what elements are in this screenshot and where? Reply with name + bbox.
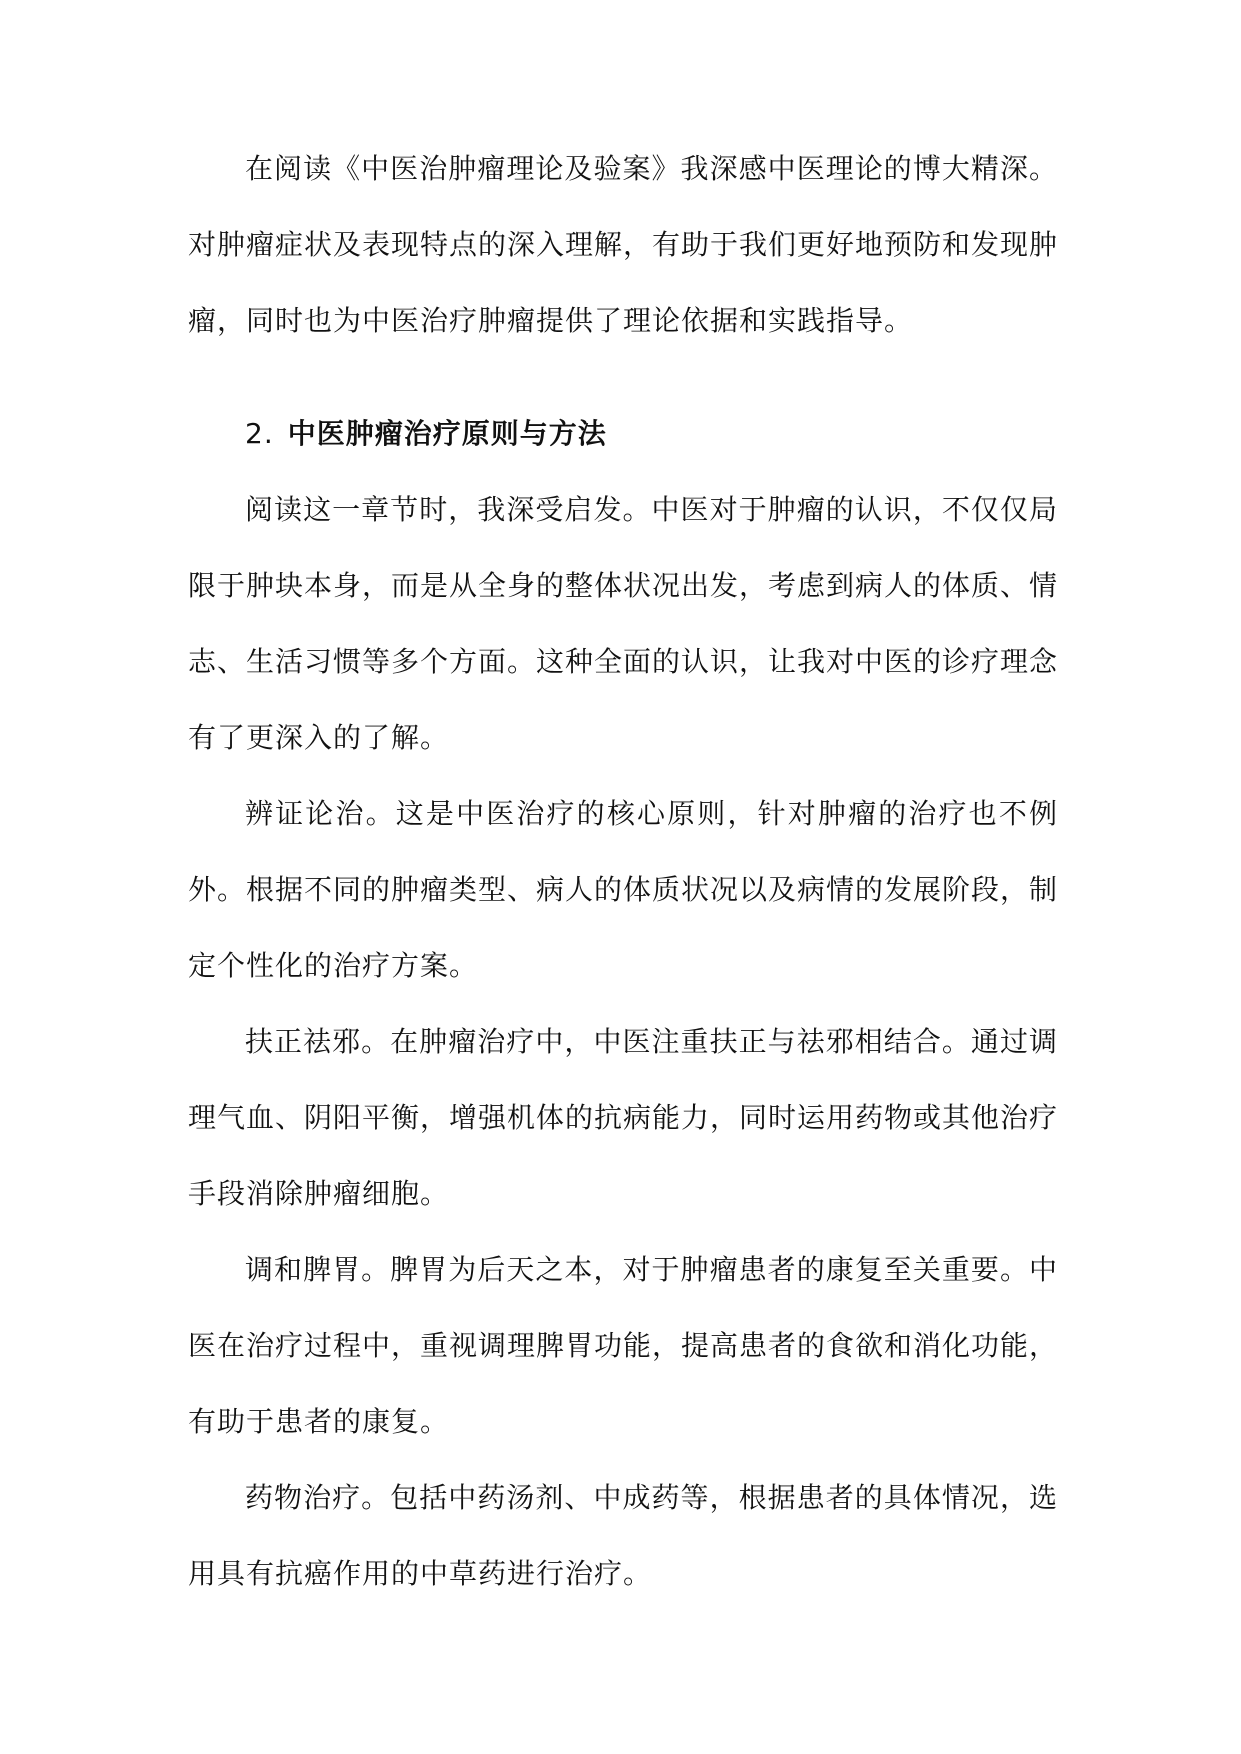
section-heading (245, 396, 607, 472)
section-number: 2. (245, 417, 274, 450)
paragraph-strengthen-eliminate: 扶正祛邪。在肿瘤治疗中，中医注重扶正与祛邪相结合。通过调理气血、阴阳平衡，增强机体的抗病能力，同时运用药物或其他治疗手段消除肿瘤细胞。 (188, 1025, 1059, 1210)
paragraph-syndrome-differentiation: 辨证论治。这是中医治疗的核心原则，针对肿瘤的治疗也不例外。根据不同的肿瘤类型、病人的体质状况以及病情的发展阶段，制定个性化的治疗方案。 (188, 797, 1059, 982)
paragraph-spleen-stomach: 调和脾胃。脾胃为后天之本，对于肿瘤患者的康复至关重要。中医在治疗过程中，重视调理脾胃功能，提高患者的食欲和消化功能，有助于患者的康复。 (188, 1253, 1059, 1438)
section-title: 中医肿瘤治疗原则与方法 (287, 417, 607, 450)
paragraph-drug-therapy: 药物治疗。包括中药汤剂、中成药等，根据患者的具体情况，选用具有抗癌作用的中草药进行治疗。 (188, 1481, 1058, 1590)
paragraph-intro: 在阅读《中医治肿瘤理论及验案》我深感中医理论的博大精深。对肿瘤症状及表现特点的深入理解，有助于我们更好地预防和发现肿瘤，同时也为中医治疗肿瘤提供了理论依据和实践指导。 (188, 152, 1059, 337)
section-body (188, 472, 1058, 1612)
intro-section (188, 131, 1058, 359)
paragraph-overview: 阅读这一章节时，我深受启发。中医对于肿瘤的认识，不仅仅局限于肿块本身，而是从全身的整体状况出发，考虑到病人的体质、情志、生活习惯等多个方面。这种全面的认识，让我对中医的诊疗理念有了更深入的了解。 (188, 493, 1059, 754)
